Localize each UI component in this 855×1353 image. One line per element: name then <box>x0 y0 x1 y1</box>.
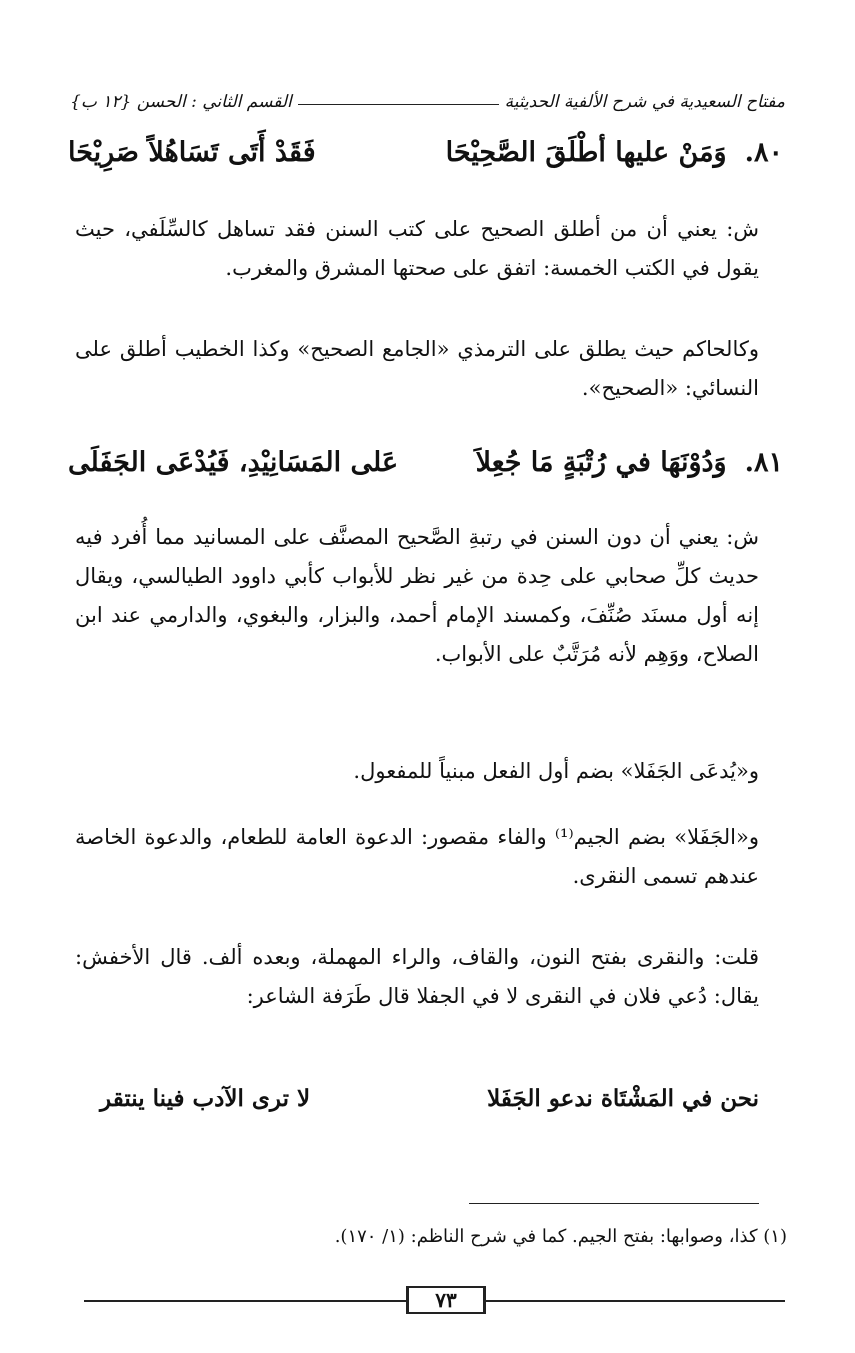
poem-second-hemistich: لا ترى الآدب فينا ينتقر <box>100 1084 311 1112</box>
footer-rule-left <box>84 1300 406 1302</box>
footer-rule-right <box>485 1300 785 1302</box>
commentary-paragraph: قلت: والنقرى بفتح النون، والقاف، والراء المهملة، وبعده ألف. قال الأخفش: يقال: دُعي فلان في النقرى لا في الجفلا قال طَرَفة الشاعر: <box>75 945 759 1008</box>
footnote-separator <box>469 1203 759 1204</box>
running-header <box>70 82 785 112</box>
verse-second-hemistich: فَقَدْ أَتَى تَسَاهُلاً صَرِيْحَا <box>67 136 316 168</box>
verse-first-hemistich: وَدُوْنَهَا في رُتْبَةٍ مَا جُعِلاَ <box>475 446 727 478</box>
footnote: (١) كذا، وصوابها: بفتح الجيم. كما في شرح الناظم: (١/ ١٧٠). <box>334 1226 787 1247</box>
poem-verse <box>100 1076 759 1120</box>
verse-first-hemistich: وَمَنْ عليها أطْلَقَ الصَّحِيْحَا <box>445 136 727 168</box>
poem-first-hemistich: نحن في المَشْتَاة ندعو الجَفَلا <box>487 1084 759 1112</box>
section-title: القسم الثاني : الحسن {١٢ ب} <box>70 92 292 112</box>
commentary-paragraph: ش: يعني أن من أطلق الصحيح على كتب السنن فقد تساهل كالسِّلَفي، حيث يقول في الكتب الخمسة: اتفق على صحتها المشرق والمغرب. <box>75 217 759 280</box>
page-number: ٧٣ <box>406 1286 486 1314</box>
verse-number: ٨١. <box>744 446 783 478</box>
verse-number: ٨٠. <box>744 136 783 168</box>
commentary-paragraph: و«يُدعَى الجَفَلا» بضم أول الفعل مبنياً للمفعول. <box>353 759 759 783</box>
page-footer <box>84 1286 785 1316</box>
verse-80 <box>68 128 783 176</box>
header-rule <box>298 104 499 105</box>
verse-second-hemistich: عَلى المَسَانِيْدِ، فَيُدْعَى الجَفَلَى <box>68 446 399 478</box>
verse-81 <box>68 438 783 486</box>
commentary-paragraph: وكالحاكم حيث يطلق على الترمذي «الجامع الصحيح» وكذا الخطيب أطلق على النسائي: «الصحيح». <box>75 337 759 400</box>
commentary-paragraph: ش: يعني أن دون السنن في رتبةِ الصَّحيح المصنَّف على المسانيد مما أُفرد فيه حديث كلِّ صحابي على حِدة من غير نظر للأبواب كأبي داوود الطيالسي، ويقال إنه أول مسنَد صُنِّفَ، وكمسند الإمام أحمد، والبزار، والبغوي، والدارمي عند ابن الصلاح، ووَهِم لأنه مُرَتَّبٌ على الأبواب. <box>75 525 759 666</box>
commentary-paragraph: و«الجَفَلا» بضم الجيم⁽¹⁾ والفاء مقصور: الدعوة العامة للطعام، والدعوة الخاصة عندهم تسمى النقرى. <box>75 825 760 888</box>
book-title: مفتاح السعيدية في شرح الألفية الحديثية <box>504 92 785 112</box>
